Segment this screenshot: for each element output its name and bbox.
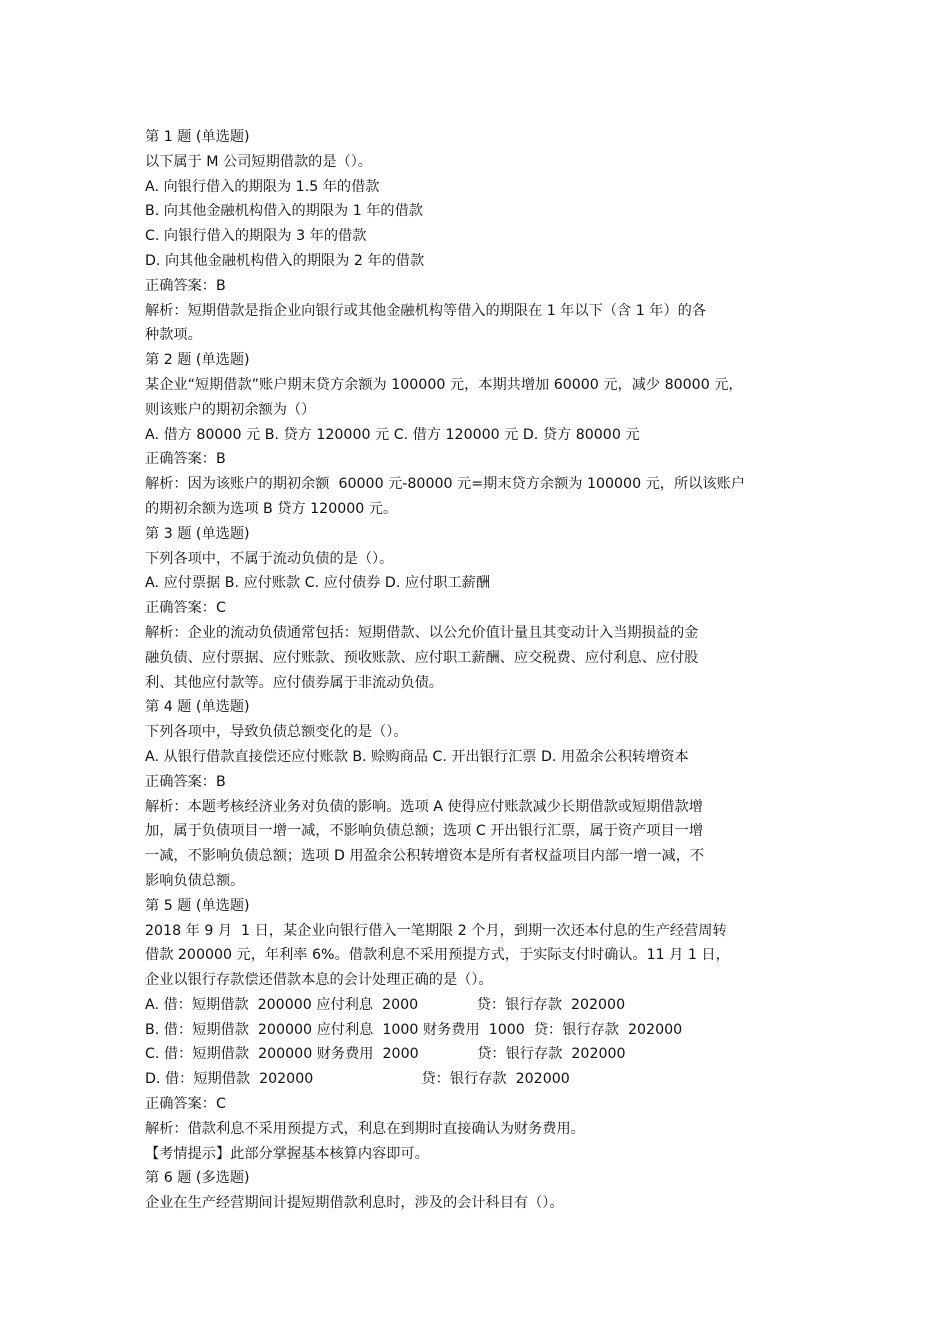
document-page xyxy=(145,125,825,1216)
question-5-explanation: 解析：借款利息不采用预提方式，利息在到期时直接确认为财务费用。 xyxy=(145,1120,585,1137)
question-3-explanation-line-2: 融负债、应付票据、应付账款、预收账款、应付职工薪酬、应交税费、应付利息、应付股 xyxy=(145,649,699,666)
question-2-explanation-line-1: 解析：因为该账户的期初余额 60000 元-80000 元=期末贷方余额为 100000 元，所以该账户 xyxy=(145,476,745,493)
question-5-heading: 第 5 题 (单选题) xyxy=(145,897,250,914)
question-1-option-a: A. 向银行借入的期限为 1.5 年的借款 xyxy=(145,178,380,195)
question-4-heading: 第 4 题 (单选题) xyxy=(145,699,250,716)
question-3-answer: 正确答案：C xyxy=(145,600,226,617)
question-5-exam-tip: 【考情提示】此部分掌握基本核算内容即可。 xyxy=(145,1145,429,1162)
question-1-text: 以下属于 M 公司短期借款的是（）。 xyxy=(145,153,372,170)
question-4-explanation-line-3: 一减，不影响负债总额；选项 D 用盈余公积转增资本是所有者权益项目内部一增一减，不 xyxy=(145,848,705,865)
question-4-text: 下列各项中，导致负债总额变化的是（）。 xyxy=(145,724,408,741)
question-4-options: A. 从银行借款直接偿还应付账款 B. 赊购商品 C. 开出银行汇票 D. 用盈余公积转增资本 xyxy=(145,748,689,765)
question-5-text-line-2: 借款 200000 元，年利率 6%。借款利息不采用预提方式，于实际支付时确认。11 月 1 日， xyxy=(145,947,730,964)
question-5-option-d: D. 借：短期借款 202000 贷：银行存款 202000 xyxy=(145,1071,570,1088)
question-1-explanation-line-2: 种款项。 xyxy=(145,327,202,344)
question-2-options: A. 借方 80000 元 B. 贷方 120000 元 C. 借方 120000 元 D. 贷方 80000 元 xyxy=(145,426,640,443)
question-3-explanation-line-1: 解析：企业的流动负债通常包括：短期借款、以公允价值计量且其变动计入当期损益的金 xyxy=(145,624,699,641)
question-4-explanation-line-4: 影响负债总额。 xyxy=(145,872,245,889)
question-1-option-b: B. 向其他金融机构借入的期限为 1 年的借款 xyxy=(145,203,423,220)
question-2-explanation-line-2: 的期初余额为选项 B 贷方 120000 元。 xyxy=(145,500,398,517)
question-6-text: 企业在生产经营期间计提短期借款利息时，涉及的会计科目有（）。 xyxy=(145,1195,564,1212)
question-3-text: 下列各项中，不属于流动负债的是（）。 xyxy=(145,550,394,567)
question-5-text-line-3: 企业以银行存款偿还借款本息的会计处理正确的是（）。 xyxy=(145,972,493,989)
question-2-text-line-2: 则该账户的期初余额为（） xyxy=(145,401,316,418)
question-4-explanation-line-1: 解析：本题考核经济业务对负债的影响。选项 A 使得应付账款减少长期借款或短期借款增 xyxy=(145,798,703,815)
question-2-heading: 第 2 题 (单选题) xyxy=(145,352,250,369)
question-5-answer: 正确答案：C xyxy=(145,1096,226,1113)
question-5-option-b: B. 借：短期借款 200000 应付利息 1000 财务费用 1000 贷：银行存款 202000 xyxy=(145,1021,683,1038)
question-3-options: A. 应付票据 B. 应付账款 C. 应付债券 D. 应付职工薪酬 xyxy=(145,575,491,592)
question-1-heading: 第 1 题 (单选题) xyxy=(145,129,250,145)
question-3-heading: 第 3 题 (单选题) xyxy=(145,525,250,542)
question-6-heading: 第 6 题 (多选题) xyxy=(145,1170,250,1187)
question-1-option-d: D. 向其他金融机构借入的期限为 2 年的借款 xyxy=(145,252,425,269)
question-1-answer: 正确答案：B xyxy=(145,277,226,294)
question-5-option-c: C. 借：短期借款 200000 财务费用 2000 贷：银行存款 202000 xyxy=(145,1046,626,1063)
question-2-text-line-1: 某企业“短期借款”账户期末贷方余额为 100000 元，本期共增加 60000 元，减少 80000 元， xyxy=(145,376,743,393)
question-5-text-line-1: 2018 年 9 月 1 日，某企业向银行借入一笔期限 2 个月，到期一次还本付息的生产经营周转 xyxy=(145,922,727,939)
question-3-explanation-line-3: 利、其他应付款等。应付债券属于非流动负债。 xyxy=(145,674,443,691)
question-5-option-a: A. 借：短期借款 200000 应付利息 2000 贷：银行存款 202000 xyxy=(145,996,626,1013)
question-4-answer: 正确答案：B xyxy=(145,773,226,790)
question-1-explanation-line-1: 解析：短期借款是指企业向银行或其他金融机构等借入的期限在 1 年以下（含 1 年）的各 xyxy=(145,302,707,319)
question-2-answer: 正确答案：B xyxy=(145,451,226,468)
question-4-explanation-line-2: 加，属于负债项目一增一减，不影响负债总额；选项 C 开出银行汇票，属于资产项目一增 xyxy=(145,823,704,840)
question-1-option-c: C. 向银行借入的期限为 3 年的借款 xyxy=(145,228,367,245)
